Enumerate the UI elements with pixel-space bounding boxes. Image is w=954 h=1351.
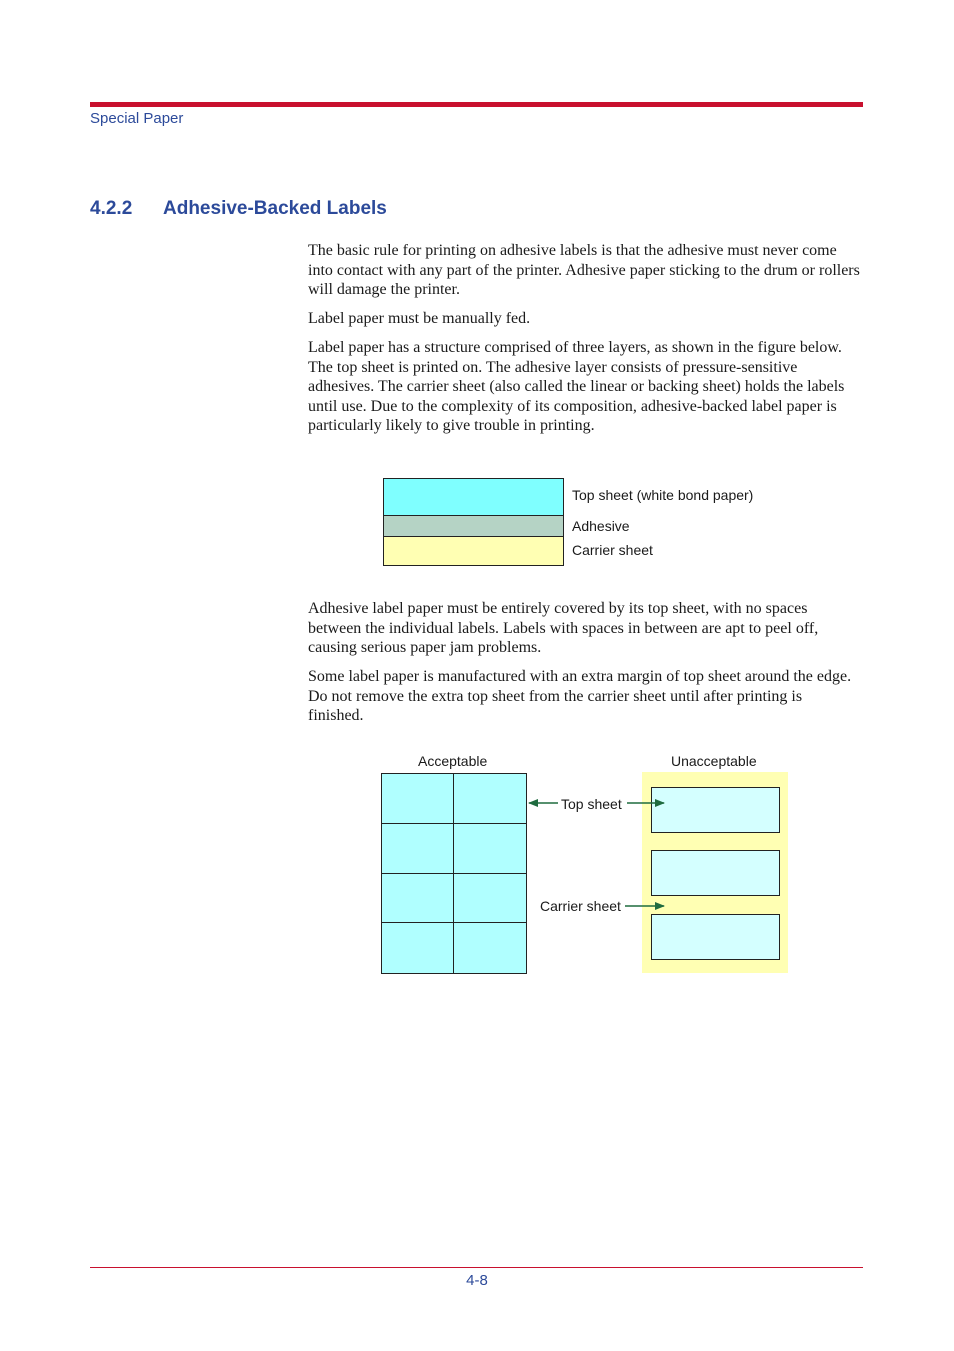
spaced-label [651, 850, 780, 896]
adhesive-layer [383, 515, 564, 537]
carrier-sheet-layer [383, 536, 564, 566]
label-cell [382, 774, 454, 824]
header-rule [90, 102, 863, 107]
top-sheet-layer [383, 478, 564, 516]
adhesive-caption: Adhesive [572, 518, 630, 534]
paragraph: Label paper must be manually fed. [308, 310, 531, 327]
body-text-middle [308, 599, 860, 735]
spaced-label [651, 914, 780, 960]
label-cell [382, 824, 454, 874]
body-text-top [308, 241, 860, 445]
paragraph: The basic rule for printing on adhesive labels is that the adhesive must never come into contact with any part of the printer. Adhesive paper sticking to the drum or rollers will damage the printer. [308, 242, 860, 298]
carrier-sheet-pointer-label: Carrier sheet [540, 898, 621, 914]
label-cell [454, 874, 526, 924]
label-cell [454, 923, 526, 973]
running-head: Special Paper [90, 110, 184, 127]
section-heading [90, 198, 387, 220]
top-sheet-pointer-label: Top sheet [561, 796, 622, 812]
label-cell [382, 874, 454, 924]
label-cell [382, 923, 454, 973]
section-number: 4.2.2 [90, 198, 133, 219]
top-sheet-caption: Top sheet (white bond paper) [572, 487, 754, 503]
acceptable-caption: Acceptable [418, 753, 488, 769]
page-number: 4-8 [466, 1272, 488, 1289]
paragraph: Label paper has a structure comprised of three layers, as shown in the figure below. The top sheet is printed on. The adhesive layer consists of pressure-sensitive adhesives. The carrier sheet (also called the linear or backing sheet) holds the labels until use. Due to the complexity of its composition, adhesive-backed label paper is particularly likely to give trouble in printing. [308, 339, 845, 434]
acceptable-label-sheet [381, 773, 527, 974]
footer-rule [90, 1267, 863, 1268]
label-cell [454, 774, 526, 824]
carrier-sheet-caption: Carrier sheet [572, 542, 653, 558]
section-title: Adhesive-Backed Labels [163, 198, 387, 219]
unacceptable-caption: Unacceptable [671, 753, 757, 769]
spaced-label [651, 787, 780, 833]
paragraph: Some label paper is manufactured with an extra margin of top sheet around the edge. Do not remove the extra top sheet from the carrier sheet until after printing is finished. [308, 668, 852, 724]
label-cell [454, 824, 526, 874]
paragraph: Adhesive label paper must be entirely covered by its top sheet, with no spaces between the individual labels. Labels with spaces in between are apt to peel off, causing serious paper jam problems. [308, 600, 819, 656]
